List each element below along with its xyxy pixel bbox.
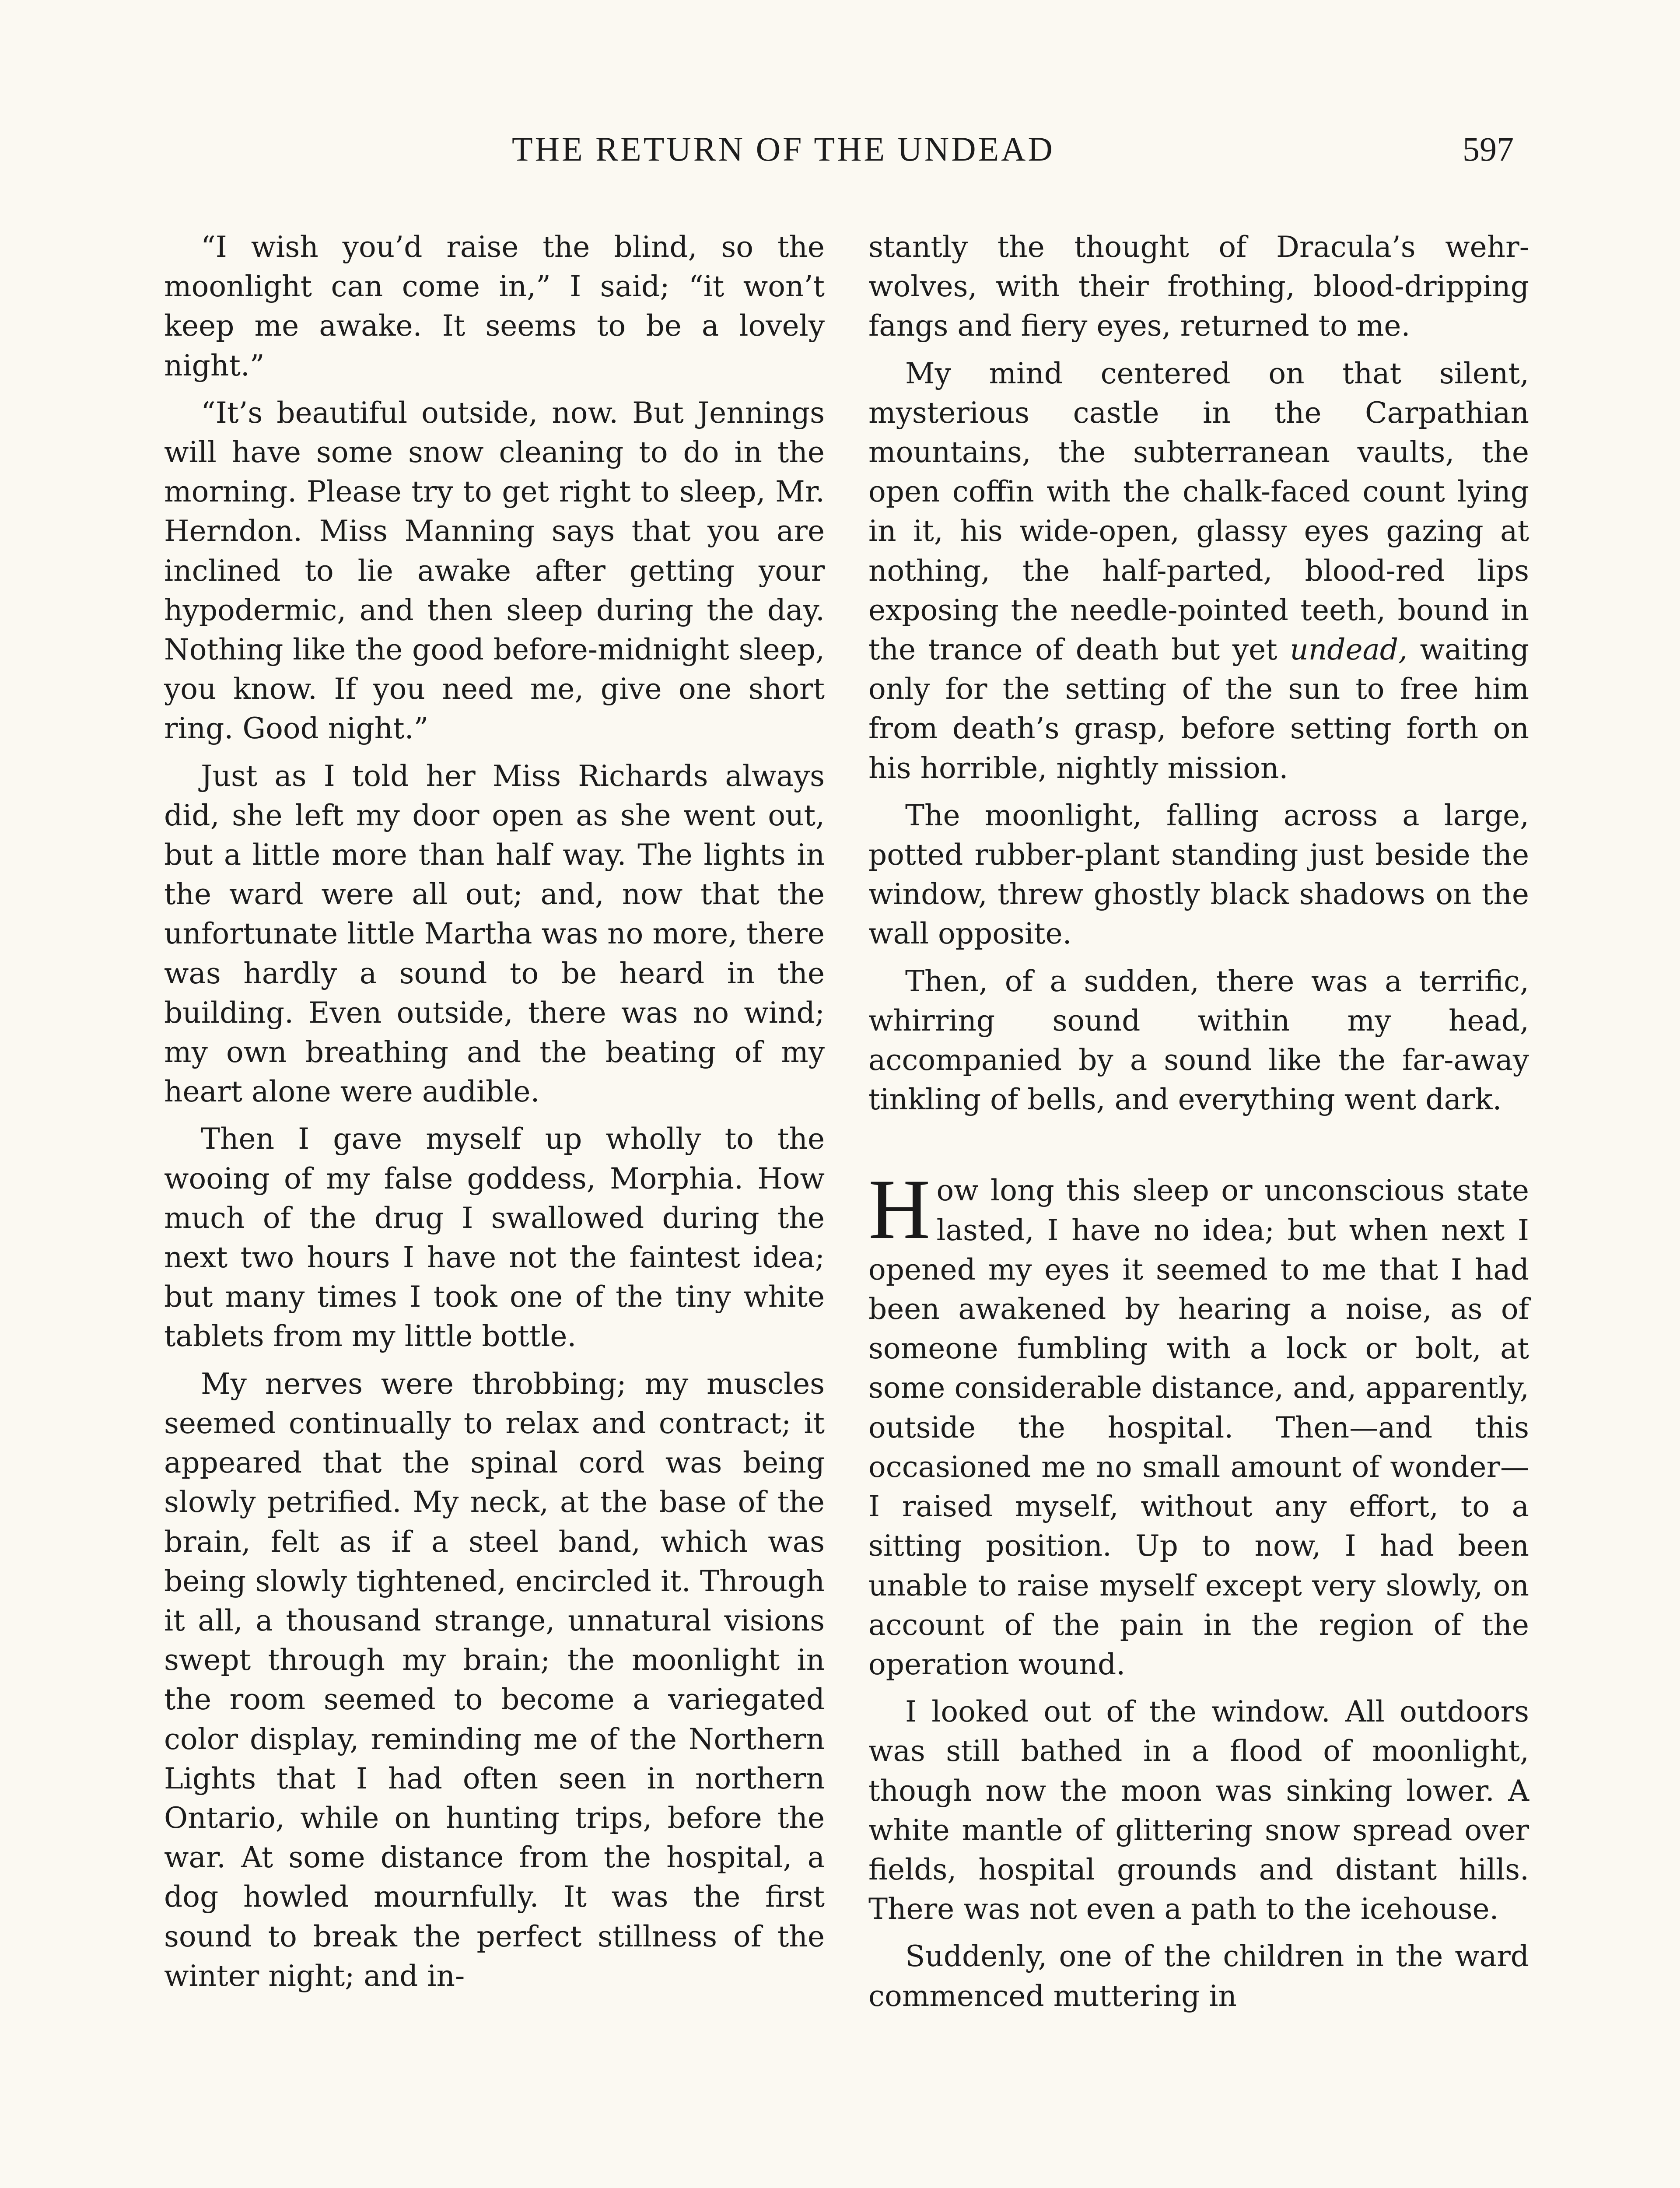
paragraph	[868, 354, 1529, 788]
paragraph: “It’s beautiful outside, now. But Jennings will have some snow cleaning to do in the morning. Please try to get right to sleep, Mr. Herndon. Miss Manning says that you are inclined to lie awake after getting your hypodermic, and then sleep during the day. Nothing like the good before-midnight sleep, you know. If you need me, give one short ring. Good night.”	[164, 396, 825, 746]
paragraph: The moonlight, falling across a large, potted rubber-plant standing just beside the window, threw ghostly black shadows on the wall opposite.	[868, 798, 1529, 951]
paragraph: My nerves were throbbing; my muscles seemed continually to relax and contract; it appeared that the spinal cord was being slowly petrified. My neck, at the base of the brain, felt as if a steel band, which was being slowly tightened, encircled it. Through it all, a thousand strange, unnatural visions swept through my brain; the moonlight in the room seemed to become a variegated color display, reminding me of the Northern Lights that I had often seen in northern Ontario, while on hunting trips, before the war. At some distance from the hospital, a dog howled mournfully. It was the first sound to break the perfect stillness of the winter night; and in-	[164, 1367, 825, 1993]
page-header	[166, 130, 1514, 182]
paragraph: Just as I told her Miss Richards always did, she left my door open as she went out, but a little more than half way. The lights in the ward were all out; and, now that the unfortunate little Martha was no more, there was hardly a sound to be heard in the building. Even outside, there was no wind; my own breathing and the beating of my heart alone were audible.	[164, 759, 825, 1109]
section-break	[868, 1127, 1529, 1171]
paragraph-text: ow long this sleep or unconscious state lasted, I have no idea; but when next I opened my eyes it seemed to me that I had been awakened by hearing a noise, as of someone fumbling with a lock or bolt, at some considerable distance, and, apparently, outside the hospital. Then—and this occasioned me no small amount of wonder—I raised myself, without any effort, to a sitting position. Up to now, I had been unable to raise myself except very slowly, on account of the pain in the region of the operation wound.	[868, 1174, 1529, 1681]
drop-cap: H	[868, 1162, 931, 1257]
continued-paragraph: stantly the thought of Dracula’s wehr-wolves, with their frothing, blood-dripping fangs and fiery eyes, returned to me.	[868, 230, 1529, 343]
paragraph-text: My mind centered on that silent, mysterious castle in the Carpathian mountains, the subterranean vaults, the open coffin with the chalk-faced count lying in it, his wide-open, glassy eyes gazing at nothing, the half-parted, blood-red lips exposing the needle-pointed teeth, bound in the trance of death but yet	[868, 356, 1529, 667]
paragraph: Then, of a sudden, there was a terrific, whirring sound within my head, accompanied by a sound like the far-away tinkling of bells, and everything went dark.	[868, 964, 1529, 1117]
right-column	[868, 228, 1529, 2024]
running-title: THE RETURN OF THE UNDEAD	[512, 130, 1055, 168]
paragraph: Suddenly, one of the children in the ward commenced muttering in	[868, 1939, 1529, 2013]
paragraph: “I wish you’d raise the blind, so the moonlight can come in,” I said; “it won’t keep me awake. It seems to be a lovely night.”	[164, 230, 825, 382]
left-column	[164, 228, 825, 2004]
italic-word: undead,	[1290, 633, 1408, 667]
paragraph-text: waiting only for the setting of the sun to free him from death’s grasp, before setting forth on his horrible, nightly mission.	[868, 633, 1529, 785]
section-opening-paragraph	[868, 1162, 1529, 1684]
paragraph: Then I gave myself up wholly to the wooing of my false goddess, Morphia. How much of the drug I swallowed during the next two hours I have not the faintest idea; but many times I took one of the tiny white tablets from my little bottle.	[164, 1122, 825, 1353]
paragraph: I looked out of the window. All outdoors was still bathed in a flood of moonlight, though now the moon was sinking lower. A white mantle of glittering snow spread over fields, hospital grounds and distant hills. There was not even a path to the icehouse.	[868, 1695, 1529, 1926]
page-number: 597	[1463, 130, 1514, 168]
